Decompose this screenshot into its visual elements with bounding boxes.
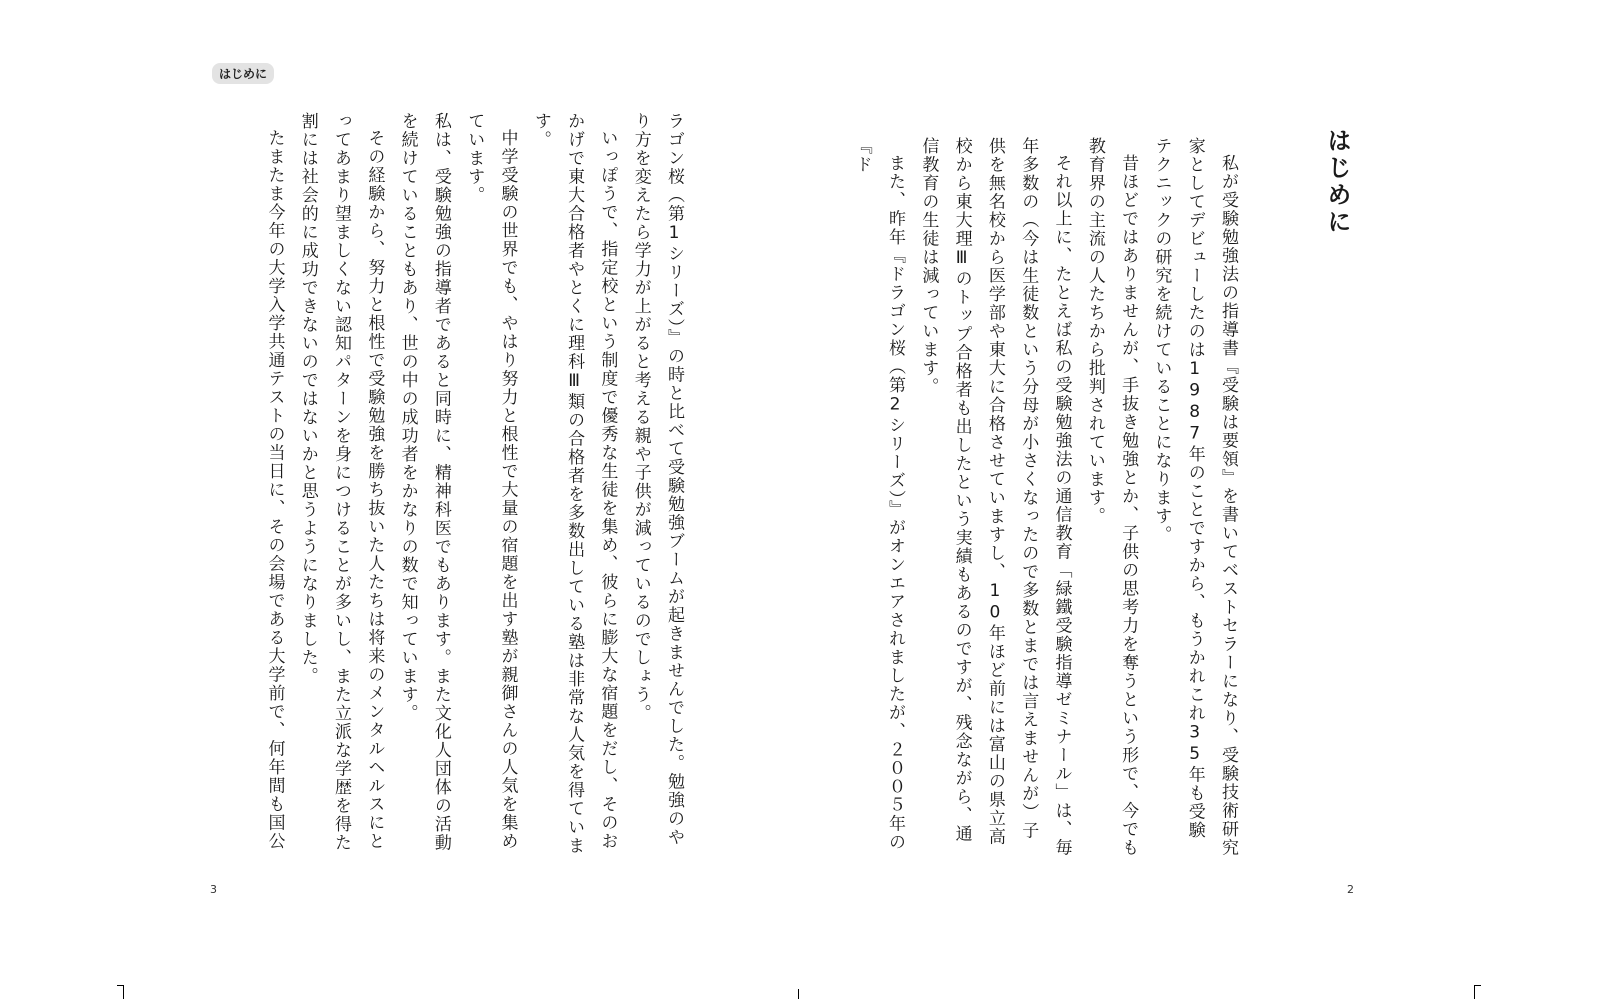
left-page-body xyxy=(200,112,690,857)
body-paragraph: また、昨年『ドラゴン桜（第2シリーズ）』がオンエアされましたが、２００５年の『ド xyxy=(851,137,906,852)
right-page xyxy=(800,0,1600,999)
body-paragraph: 私は、受験勉強の指導者であると同時に、精神科医でもあります。また文化人団体の活動を続けていることもあり、世の中の成功者をかなりの数で知っています。 xyxy=(397,112,451,852)
chapter-title: はじめに xyxy=(1323,128,1351,236)
body-paragraph: 私が受験勉強法の指導書『受験は要領』を書いてベストセラーになり、受験技術研究家としてデビューしたのは1987年のことですから、もうかれこれ35年も受験テクニックの研究を続けていることになります。 xyxy=(1151,137,1238,857)
crop-mark xyxy=(798,989,799,999)
running-head: はじめに xyxy=(212,63,274,84)
body-paragraph: いっぽうで、指定校という制度で優秀な生徒を集め、彼らに膨大な宿題をだし、そのおかげで東大合格者やとくに理科Ⅲ類の合格者を多数出している塾は非常な人気を得ています。 xyxy=(530,112,618,855)
body-paragraph: 中学受験の世界でも、やはり努力と根性で大量の宿題を出す塾が親御さんの人気を集めています。 xyxy=(464,112,518,851)
crop-mark xyxy=(1474,985,1481,986)
continuation-paragraph: ラゴン桜（第1シリーズ）』の時と比べて受験勉強ブームが起きませんでした。勉強のやり方を変えたら学力が上がると考える親や子供が減っているのでしょう。 xyxy=(630,112,684,847)
page-number: 2 xyxy=(1347,883,1354,896)
crop-mark xyxy=(117,985,124,986)
body-paragraph: たまたま今年の大学入学共通テストの当日に、その会場である大学前で、何年間も国公 xyxy=(264,129,285,851)
body-paragraph: その経験から、努力と根性で受験勉強を勝ち抜いた人たちは将来のメンタルヘルスにとってあまり望ましくない認知パターンを身につけることが多いし、また立派な学歴を得た割には社会的に成功できないのではないかと思うようになりました。 xyxy=(297,112,385,852)
page-number: 3 xyxy=(210,883,217,896)
body-paragraph: 昔ほどではありませんが、手抜き勉強とか、子供の思考力を奪うという形で、今でも教育界の主流の人たちから批判されています。 xyxy=(1084,137,1139,857)
crop-mark xyxy=(123,985,124,999)
crop-mark xyxy=(1474,985,1475,999)
right-page-body xyxy=(851,137,1244,857)
body-paragraph: それ以上に、たとえば私の受験勉強法の通信教育「緑鐵受験指導ゼミナール」は、毎年多数の（今は生徒数という分母が小さくなったので多数とまでは言えませんが）子供を無名校から医学部や東大に合格させていますし、10年ほど前には富山の県立高校から東大理Ⅲのトップ合格者も出したという実績もあるのですが、残念ながら、通信教育の生徒は減っています。 xyxy=(918,137,1072,857)
